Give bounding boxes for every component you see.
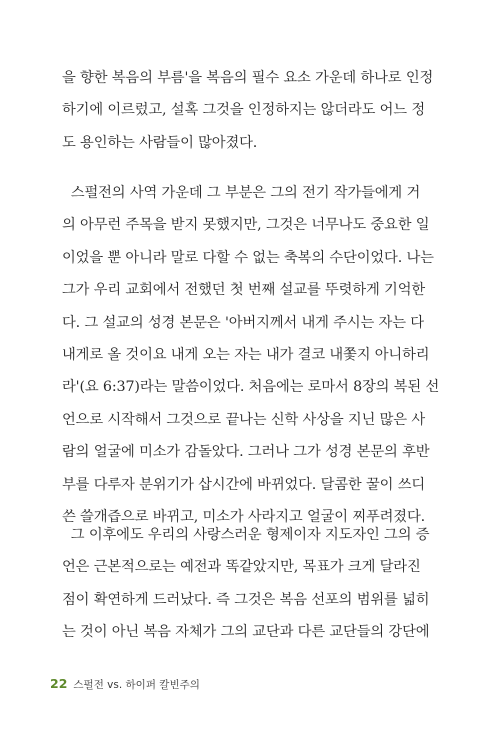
text-line: 그 이후에도 우리의 사랑스러운 형제이자 지도자인 그의 증 [62,527,430,543]
page-number: 22 [50,676,68,691]
text-line: 언은 근본적으로는 예전과 똑같았지만, 목표가 크게 달라진 [62,559,421,576]
text-line: 스펄전의 사역 가운데 그 부분은 그의 전기 작가들에게 거 [62,185,421,201]
paragraph-2 [62,177,442,533]
text-line: 하기에 이르렀고, 설혹 그것을 인정하지는 않더라도 어느 정 [62,102,426,119]
text-line: 의 아무런 주목을 받지 못했지만, 그것은 너무나도 중요한 일 [62,217,430,234]
text-line: 언으로 시작해서 그것으로 끝나는 신학 사상을 지닌 많은 사 [62,411,426,428]
running-title: 스펄전 vs. 하이퍼 칼빈주의 [73,679,200,691]
text-line: 람의 얼굴에 미소가 감돌았다. 그러나 그가 성경 본문의 후반 [62,444,430,461]
text-line: 그가 우리 교회에서 전했던 첫 번째 설교를 뚜렷하게 기억한 [62,282,426,299]
text-line: 을 향한 복음의 부름'을 복음의 필수 요소 가운데 하나로 인정 [62,70,434,86]
text-line: 이었을 뿐 아니라 말로 다할 수 없는 축복의 수단이었다. 나는 [62,249,434,266]
page-footer [50,676,200,694]
paragraph-1 [62,62,442,159]
text-line: 다. 그 설교의 성경 본문은 '아버지께서 내게 주시는 자는 다 [62,314,424,331]
text-line: 부를 다루자 분위기가 삽시간에 바뀌었다. 달콤한 꿀이 쓰디 [62,476,426,493]
text-line: 쓴 쓸개즙으로 바뀌고, 미소가 사라지고 얼굴이 찌푸려졌다. [62,508,426,525]
text-line: 도 용인하는 사람들이 많아졌다. [62,134,258,151]
text-line: 는 것이 아닌 복음 자체가 그의 교단과 다른 교단들의 강단에 [62,624,430,641]
paragraph-3 [62,519,442,649]
text-line: 내게로 올 것이요 내게 오는 자는 내가 결코 내쫓지 아니하리 [62,346,430,363]
text-line: 라'(요 6:37)라는 말씀이었다. 처음에는 로마서 8장의 복된 선 [62,379,440,396]
text-line: 점이 확연하게 드러났다. 즉 그것은 복음 선포의 범위를 넓히 [62,591,430,608]
